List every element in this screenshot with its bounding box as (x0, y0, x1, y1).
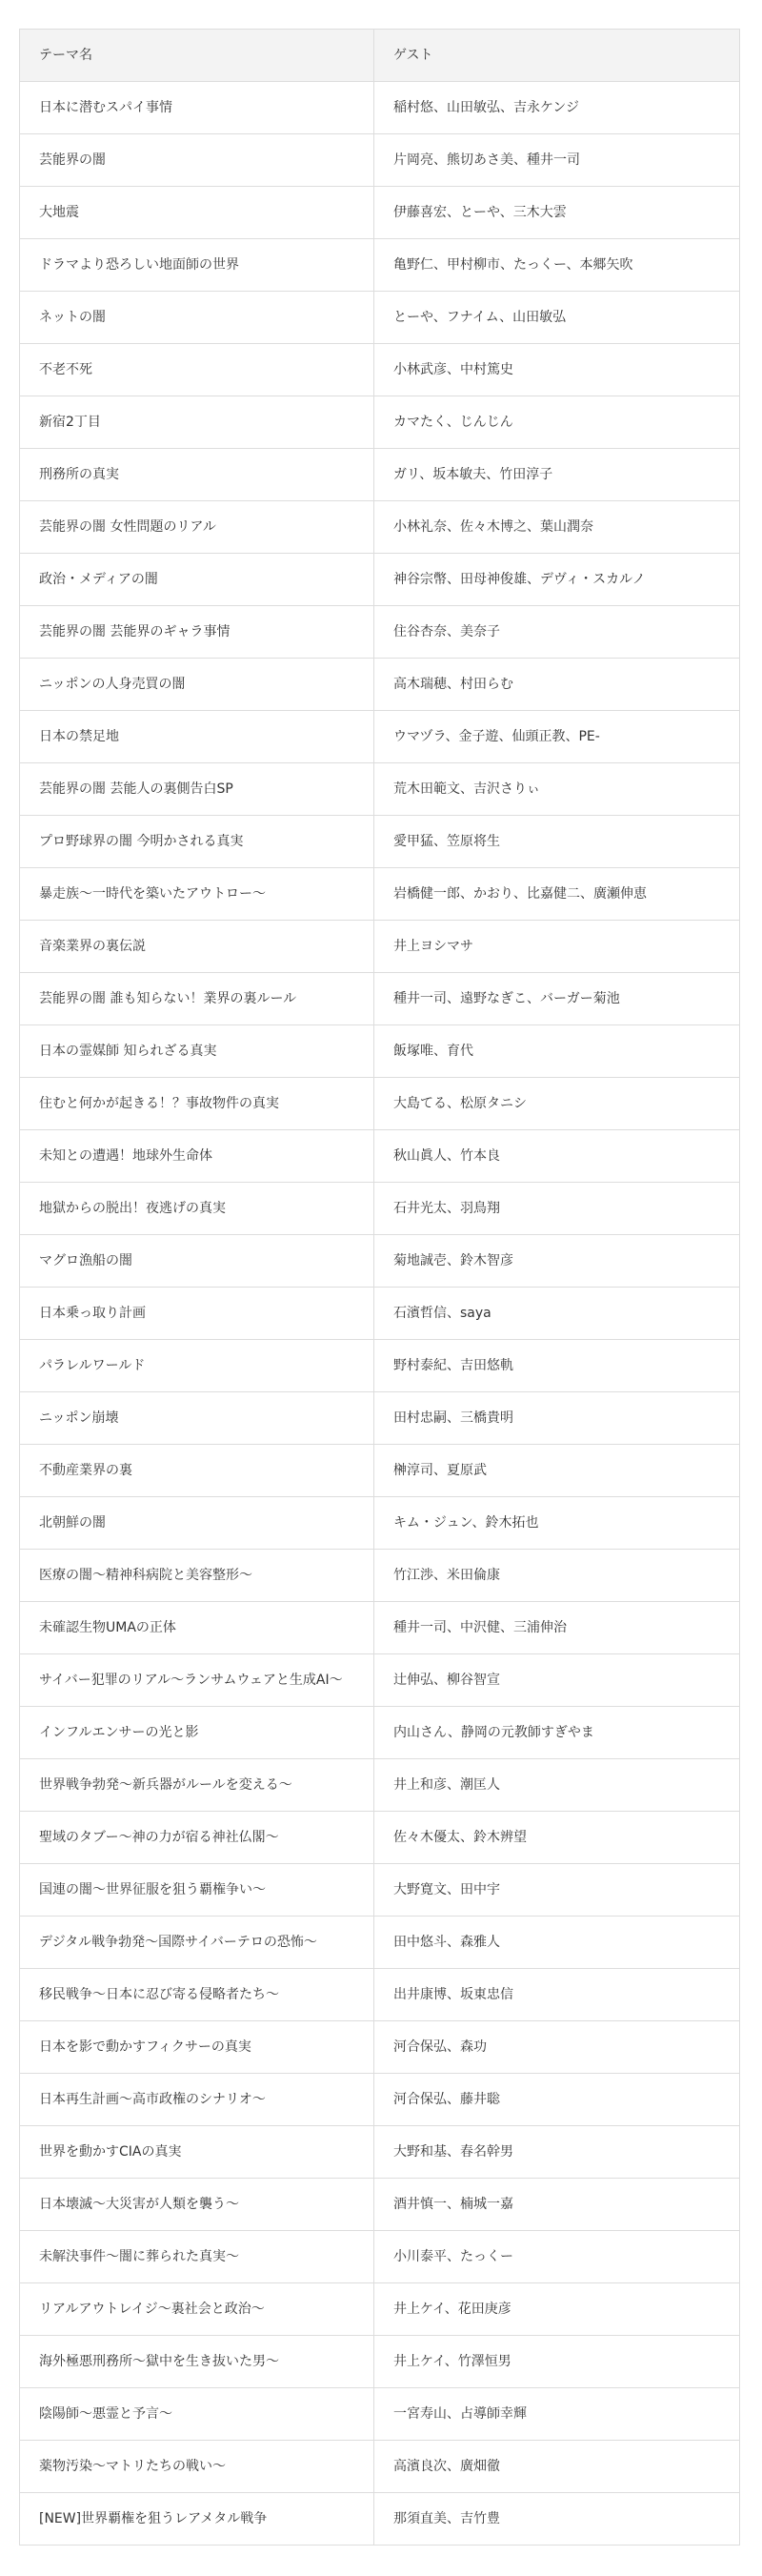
theme-cell: リアルアウトレイジ〜裏社会と政治〜 (20, 2283, 374, 2336)
guest-cell: 那須直美、吉竹豊 (374, 2493, 740, 2546)
theme-cell: 政治・メディアの闇 (20, 554, 374, 606)
table-row (20, 1917, 740, 1969)
guest-cell: 大野寛文、田中宇 (374, 1864, 740, 1917)
table-row (20, 1130, 740, 1183)
table-row (20, 816, 740, 868)
table-row (20, 2231, 740, 2283)
guest-cell: 一宮寿山、占導師幸輝 (374, 2388, 740, 2441)
table-row (20, 554, 740, 606)
table-row (20, 82, 740, 134)
table-row (20, 239, 740, 292)
table-row (20, 187, 740, 239)
table-row (20, 1654, 740, 1707)
table-row (20, 2336, 740, 2388)
table-row (20, 1707, 740, 1759)
guest-cell: 高木瑞穂、村田らむ (374, 659, 740, 711)
guest-cell: 酒井慎一、楠城一嘉 (374, 2179, 740, 2231)
theme-guest-table (19, 29, 740, 2546)
guest-cell: 辻伸弘、柳谷智宣 (374, 1654, 740, 1707)
theme-cell: 刑務所の真実 (20, 449, 374, 501)
theme-cell: 医療の闇〜精神科病院と美容整形〜 (20, 1550, 374, 1602)
theme-cell: デジタル戦争勃発〜国際サイバーテロの恐怖〜 (20, 1917, 374, 1969)
guest-cell: 菊地誠壱、鈴木智彦 (374, 1235, 740, 1288)
theme-cell: インフルエンサーの光と影 (20, 1707, 374, 1759)
table-row (20, 2388, 740, 2441)
table-row (20, 711, 740, 763)
guest-cell: 小川泰平、たっくー (374, 2231, 740, 2283)
theme-cell: 未確認生物UMAの正体 (20, 1602, 374, 1654)
theme-cell: 日本壊滅〜大災害が人類を襲う〜 (20, 2179, 374, 2231)
table-row (20, 1759, 740, 1812)
theme-cell: 未知との遭遇！地球外生命体 (20, 1130, 374, 1183)
table-row (20, 1025, 740, 1078)
table-row (20, 344, 740, 396)
guest-cell: 河合保弘、藤井聡 (374, 2074, 740, 2126)
guest-cell: 田中悠斗、森雅人 (374, 1917, 740, 1969)
theme-cell: プロ野球界の闇 今明かされる真実 (20, 816, 374, 868)
guest-cell: とーや、フナイム、山田敏弘 (374, 292, 740, 344)
table-row (20, 2021, 740, 2074)
table-row (20, 1550, 740, 1602)
theme-cell: 大地震 (20, 187, 374, 239)
guest-cell: 井上ケイ、竹澤恒男 (374, 2336, 740, 2388)
guest-cell: 種井一司、中沢健、三浦伸治 (374, 1602, 740, 1654)
theme-cell: 北朝鮮の闇 (20, 1497, 374, 1550)
guest-cell: 竹江渉、米田倫康 (374, 1550, 740, 1602)
theme-cell: 日本を影で動かすフィクサーの真実 (20, 2021, 374, 2074)
theme-cell: 日本乗っ取り計画 (20, 1288, 374, 1340)
theme-cell: サイバー犯罪のリアル〜ランサムウェアと生成AI〜 (20, 1654, 374, 1707)
table-row (20, 1340, 740, 1392)
guest-cell: 秋山眞人、竹本良 (374, 1130, 740, 1183)
guest-cell: 井上ケイ、花田庚彦 (374, 2283, 740, 2336)
guest-cell: 小林礼奈、佐々木博之、葉山潤奈 (374, 501, 740, 554)
guest-cell: 岩橋健一郎、かおり、比嘉健二、廣瀬伸恵 (374, 868, 740, 921)
table-row (20, 449, 740, 501)
guest-cell: 亀野仁、甲村柳市、たっくー、本郷矢吹 (374, 239, 740, 292)
table-row (20, 1392, 740, 1445)
theme-cell: 日本に潜むスパイ事情 (20, 82, 374, 134)
theme-cell: マグロ漁船の闇 (20, 1235, 374, 1288)
theme-cell: 暴走族〜一時代を築いたアウトロー〜 (20, 868, 374, 921)
table-row (20, 1969, 740, 2021)
guest-cell: カマたく、じんじん (374, 396, 740, 449)
table-row (20, 2126, 740, 2179)
column-header-guest: ゲスト (374, 30, 740, 82)
theme-cell: 世界戦争勃発〜新兵器がルールを変える〜 (20, 1759, 374, 1812)
table-header-row (20, 30, 740, 82)
guest-cell: 大島てる、松原タニシ (374, 1078, 740, 1130)
theme-cell: 芸能界の闇 (20, 134, 374, 187)
table-row (20, 606, 740, 659)
table-row (20, 2283, 740, 2336)
table-row (20, 659, 740, 711)
guest-cell: 井上和彦、潮匡人 (374, 1759, 740, 1812)
theme-cell: ネットの闇 (20, 292, 374, 344)
guest-cell: 住谷杏奈、美奈子 (374, 606, 740, 659)
guest-cell: 田村忠嗣、三橋貴明 (374, 1392, 740, 1445)
table-row (20, 2441, 740, 2493)
theme-cell: 海外極悪刑務所〜獄中を生き抜いた男〜 (20, 2336, 374, 2388)
theme-cell: 芸能界の闇 芸能人の裏側告白SP (20, 763, 374, 816)
theme-cell: 新宿2丁目 (20, 396, 374, 449)
theme-cell: ドラマより恐ろしい地面師の世界 (20, 239, 374, 292)
theme-cell: パラレルワールド (20, 1340, 374, 1392)
theme-guest-table-container (19, 29, 739, 2546)
theme-cell: 地獄からの脱出！夜逃げの真実 (20, 1183, 374, 1235)
guest-cell: 石井光太、羽鳥翔 (374, 1183, 740, 1235)
table-row (20, 292, 740, 344)
theme-cell: 日本の霊媒師 知られざる真実 (20, 1025, 374, 1078)
theme-cell: 移民戦争〜日本に忍び寄る侵略者たち〜 (20, 1969, 374, 2021)
guest-cell: 石濱哲信、saya (374, 1288, 740, 1340)
guest-cell: 伊藤喜宏、とーや、三木大雲 (374, 187, 740, 239)
guest-cell: 河合保弘、森功 (374, 2021, 740, 2074)
theme-cell: 芸能界の闇 女性問題のリアル (20, 501, 374, 554)
guest-cell: 荒木田範文、吉沢さりぃ (374, 763, 740, 816)
guest-cell: 榊淳司、夏原武 (374, 1445, 740, 1497)
theme-cell: 薬物汚染〜マトリたちの戦い〜 (20, 2441, 374, 2493)
guest-cell: キム・ジュン、鈴木拓也 (374, 1497, 740, 1550)
theme-cell: 聖域のタブー〜神の力が宿る神社仏閣〜 (20, 1812, 374, 1864)
table-body (20, 82, 740, 2546)
theme-cell: 陰陽師〜悪霊と予言〜 (20, 2388, 374, 2441)
table-row (20, 763, 740, 816)
guest-cell: 飯塚唯、育代 (374, 1025, 740, 1078)
guest-cell: 大野和基、春名幹男 (374, 2126, 740, 2179)
theme-cell: 音楽業界の裏伝説 (20, 921, 374, 973)
table-row (20, 1183, 740, 1235)
guest-cell: ウマヅラ、金子遊、仙頭正教、PE- (374, 711, 740, 763)
table-row (20, 1864, 740, 1917)
column-header-theme: テーマ名 (20, 30, 374, 82)
guest-cell: 佐々木優太、鈴木辨望 (374, 1812, 740, 1864)
table-row (20, 1497, 740, 1550)
table-row (20, 973, 740, 1025)
theme-cell: 日本再生計画〜高市政権のシナリオ〜 (20, 2074, 374, 2126)
theme-cell: 不動産業界の裏 (20, 1445, 374, 1497)
guest-cell: 高濱良次、廣畑徹 (374, 2441, 740, 2493)
table-row (20, 396, 740, 449)
table-row (20, 921, 740, 973)
table-row (20, 868, 740, 921)
theme-cell: [NEW]世界覇権を狙うレアメタル戦争 (20, 2493, 374, 2546)
table-row (20, 1288, 740, 1340)
theme-cell: ニッポンの人身売買の闇 (20, 659, 374, 711)
table-row (20, 2074, 740, 2126)
table-row (20, 2179, 740, 2231)
theme-cell: 芸能界の闇 芸能界のギャラ事情 (20, 606, 374, 659)
theme-cell: 芸能界の闇 誰も知らない！業界の裏ルール (20, 973, 374, 1025)
guest-cell: 小林武彦、中村篤史 (374, 344, 740, 396)
table-row (20, 1235, 740, 1288)
table-row (20, 1602, 740, 1654)
guest-cell: 野村泰紀、吉田悠軌 (374, 1340, 740, 1392)
theme-cell: ニッポン崩壊 (20, 1392, 374, 1445)
guest-cell: 種井一司、遠野なぎこ、バーガー菊池 (374, 973, 740, 1025)
theme-cell: 不老不死 (20, 344, 374, 396)
theme-cell: 国連の闇〜世界征服を狙う覇権争い〜 (20, 1864, 374, 1917)
table-row (20, 134, 740, 187)
guest-cell: 愛甲猛、笠原将生 (374, 816, 740, 868)
guest-cell: 内山さん、静岡の元教師すぎやま (374, 1707, 740, 1759)
guest-cell: 稲村悠、山田敏弘、吉永ケンジ (374, 82, 740, 134)
guest-cell: 出井康博、坂東忠信 (374, 1969, 740, 2021)
guest-cell: 片岡亮、熊切あさ美、種井一司 (374, 134, 740, 187)
theme-cell: 世界を動かすCIAの真実 (20, 2126, 374, 2179)
guest-cell: 井上ヨシマサ (374, 921, 740, 973)
table-row (20, 1445, 740, 1497)
table-row (20, 501, 740, 554)
theme-cell: 日本の禁足地 (20, 711, 374, 763)
theme-cell: 住むと何かが起きる！？事故物件の真実 (20, 1078, 374, 1130)
guest-cell: 神谷宗幣、田母神俊雄、デヴィ・スカルノ (374, 554, 740, 606)
table-row (20, 1078, 740, 1130)
guest-cell: ガリ、坂本敏夫、竹田淳子 (374, 449, 740, 501)
theme-cell: 未解決事件〜闇に葬られた真実〜 (20, 2231, 374, 2283)
table-row (20, 2493, 740, 2546)
table-row (20, 1812, 740, 1864)
